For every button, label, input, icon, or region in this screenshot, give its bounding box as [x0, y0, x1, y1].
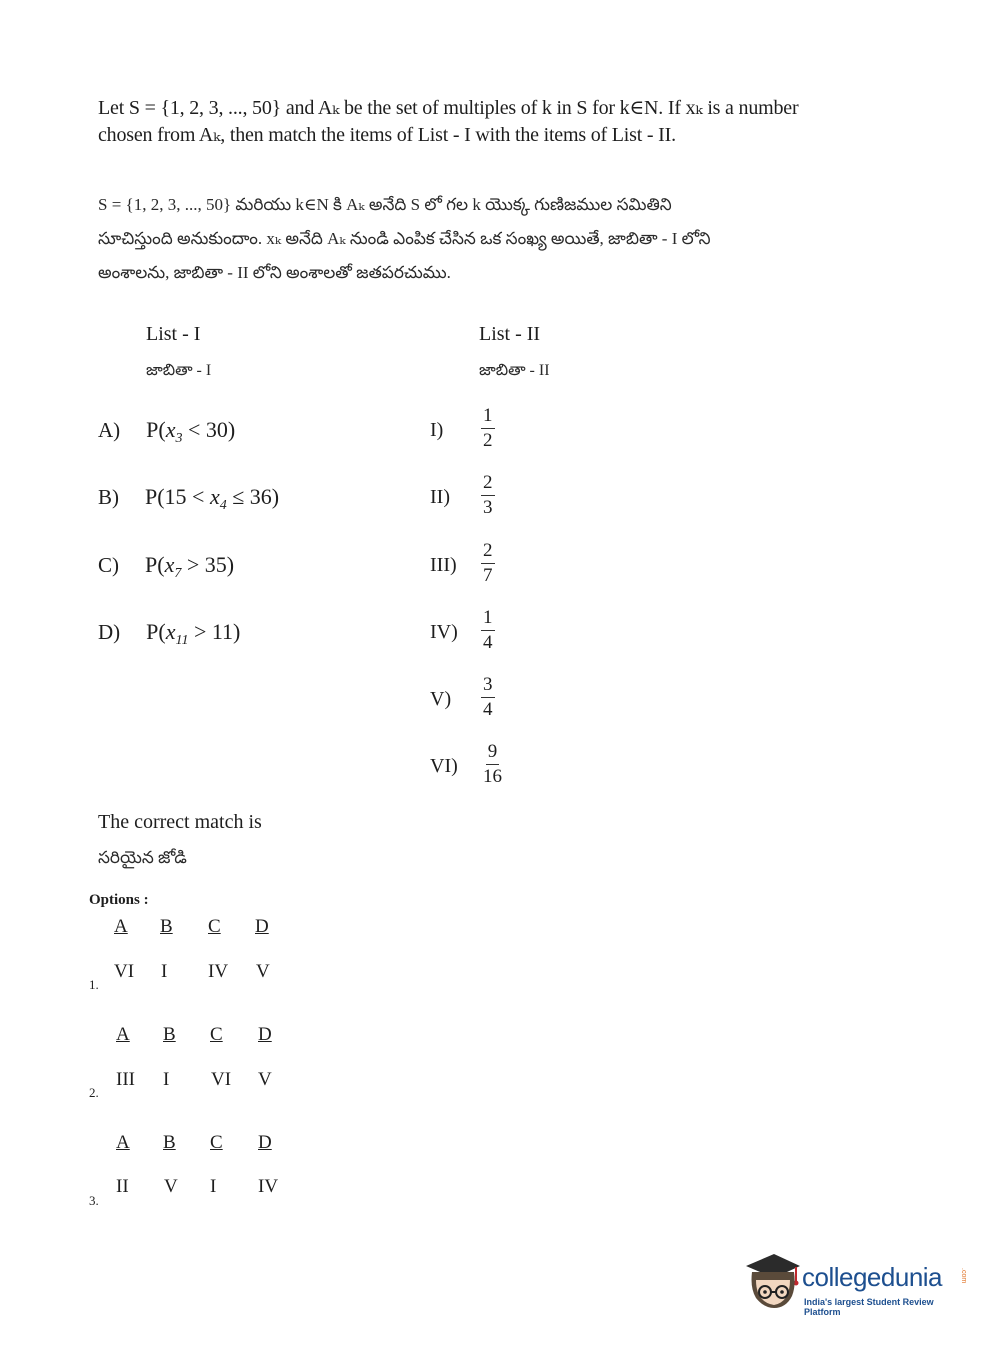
list2-fraction-iv: $\frac{1}{4}$: [483, 607, 493, 653]
option3-header-c: C: [210, 1132, 223, 1153]
option3-header-b: B: [163, 1132, 176, 1153]
correct-match-label-te: సరియైన జోడి: [98, 848, 187, 867]
options-label: Options :: [89, 892, 149, 908]
list1-title-te: జాబితా - I: [146, 362, 212, 379]
option1-value-b: I: [161, 961, 168, 982]
option1-header-d: D: [255, 916, 269, 937]
option3-value-d[interactable]: IV: [258, 1176, 279, 1197]
option2-value-b: I: [163, 1069, 170, 1090]
graduate-mascot-icon: [742, 1250, 802, 1314]
option2-value-d[interactable]: V: [258, 1069, 272, 1090]
list1-label: B): [98, 485, 119, 509]
question-te-line-3: అంశాలను, జాబితా - II లోని అంశాలతో జతపరచుము.: [98, 263, 451, 282]
option3-value-a: II: [116, 1176, 129, 1197]
list1-label: A): [98, 418, 121, 442]
option3-header-d: D: [258, 1132, 272, 1153]
list1-expression: $P(x_{11} > 11)$: [146, 619, 241, 648]
list1-item-a: [98, 417, 235, 447]
option1-header-c: C: [208, 916, 221, 937]
option3-value-b: V: [164, 1176, 178, 1197]
option2-header-c: C: [210, 1024, 223, 1045]
list2-title: List - II: [479, 323, 541, 345]
list1-expression: $P(15 < x_4 \le 36)$: [145, 484, 280, 513]
list1-title: List - I: [146, 323, 201, 345]
list1-item-c: [98, 552, 234, 582]
question-text-english: [98, 95, 878, 149]
list2-label-iii: III): [430, 554, 457, 576]
option1-value-a: VI: [114, 961, 135, 982]
collegedunia-logo[interactable]: [742, 1250, 972, 1320]
option2-value-a: III: [116, 1069, 135, 1090]
option1-value-d[interactable]: V: [256, 961, 270, 982]
correct-match-label: The correct match is: [98, 811, 262, 833]
logo-suffix: .com: [960, 1268, 967, 1284]
option1-number[interactable]: 1.: [89, 977, 99, 992]
option3-value-c: I: [210, 1176, 217, 1197]
logo-tagline: India's largest Student Review Platform: [804, 1297, 934, 1317]
question-te-line-2: సూచిస్తుంది అనుకుందాం. xₖ అనేది Aₖ నుండి ఎంపిక చేసిన ఒక సంఖ్య అయితే, జాబితా - I లోని: [98, 229, 711, 248]
option2-number[interactable]: 2.: [89, 1085, 99, 1100]
list1-expression: $P(x_7 > 35)$: [145, 552, 235, 581]
list2-fraction-iii: $\frac{2}{7}$: [483, 540, 493, 586]
list2-fraction-ii: $\frac{2}{3}$: [483, 472, 493, 518]
list1-expression: $P(x_3 < 30)$: [146, 417, 236, 446]
list2-fraction-vi: $\frac{9}{16}$: [483, 741, 502, 787]
question-te-line-1: S = {1, 2, 3, ..., 50} మరియు k∈N కి Aₖ అనేది S లో గల k యొక్క గుణిజముల సమితిని: [98, 195, 672, 214]
option3-header-a: A: [116, 1132, 130, 1153]
option2-header-a: A: [116, 1024, 130, 1045]
list1-item-b: [98, 484, 279, 514]
option2-header-d: D: [258, 1024, 272, 1045]
list2-fraction-v: $\frac{3}{4}$: [483, 674, 493, 720]
list2-title-te: జాబితా - II: [479, 362, 550, 379]
list2-label-v: V): [430, 688, 452, 710]
question-line-2: chosen from Aₖ, then match the items of List - I with the items of List - II.: [98, 124, 676, 146]
option1-header-b: B: [160, 916, 173, 937]
option3-number[interactable]: 3.: [89, 1193, 99, 1208]
list1-item-d: [98, 619, 240, 649]
list1-label: D): [98, 620, 121, 644]
list2-fraction-i: $\frac{1}{2}$: [483, 405, 493, 451]
logo-brand: collegedunia: [802, 1262, 943, 1292]
list2-label-vi: VI): [430, 755, 458, 777]
question-line-1: Let S = {1, 2, 3, ..., 50} and Aₖ be the set of multiples of k in S for k∈N. If xₖ is a number: [98, 97, 799, 119]
option1-value-c: IV: [208, 961, 229, 982]
list1-label: C): [98, 553, 119, 577]
question-text-telugu: [98, 188, 868, 290]
option2-header-b: B: [163, 1024, 176, 1045]
list2-label-iv: IV): [430, 621, 458, 643]
option1-header-a: A: [114, 916, 128, 937]
list2-label-i: I): [430, 419, 444, 441]
list2-label-ii: II): [430, 486, 450, 508]
option2-value-c: VI: [211, 1069, 232, 1090]
